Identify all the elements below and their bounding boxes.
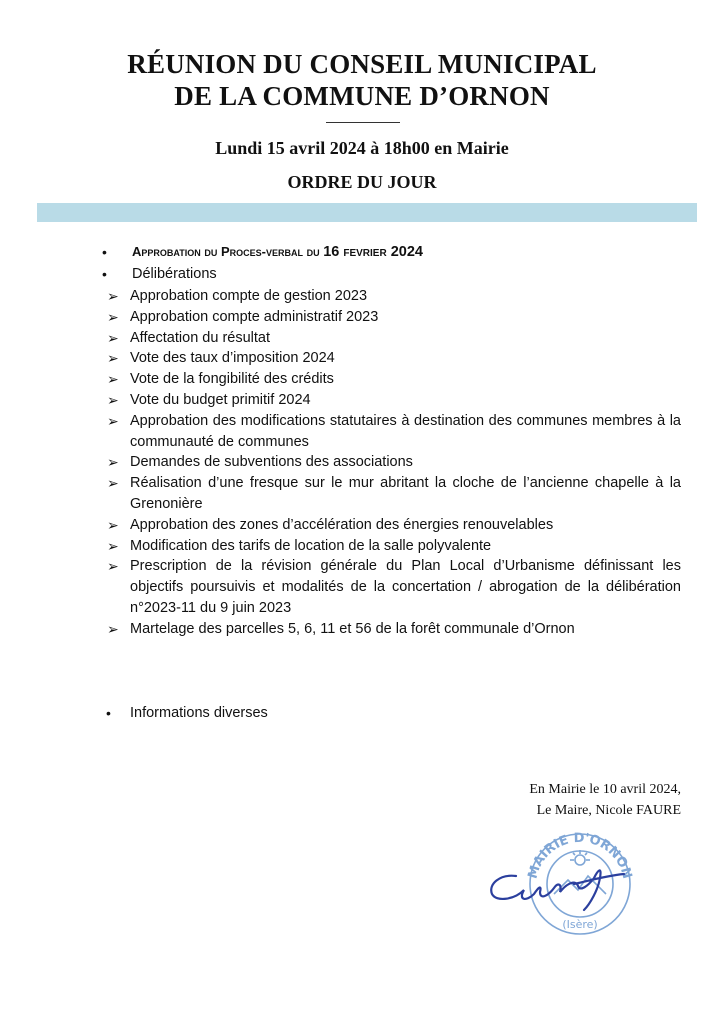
mairie-stamp (484, 824, 654, 936)
agenda-item (105, 390, 681, 411)
agenda-item (105, 452, 681, 473)
agenda-item (105, 473, 681, 515)
title-line-1: RÉUNION DU CONSEIL MUNICIPAL (127, 49, 597, 79)
agenda-item (105, 369, 681, 390)
arrow-bullet-icon: ➢ (107, 620, 119, 637)
bullet-dot-icon: • (102, 266, 107, 282)
arrow-bullet-icon: ➢ (107, 288, 119, 304)
arrow-bullet-icon: ➢ (107, 350, 119, 367)
arrow-bullet-icon: ➢ (107, 537, 119, 554)
meeting-date: Lundi 15 avril 2024 à 18h00 en Mairie (215, 138, 509, 158)
arrow-bullet-icon: ➢ (107, 391, 119, 408)
signature-mayor: Le Maire, Nicole FAURE (536, 803, 681, 818)
agenda-item (105, 619, 681, 640)
arrow-bullet-icon: ➢ (107, 308, 119, 325)
arrow-bullet-icon: ➢ (107, 475, 119, 492)
agenda-item (105, 556, 681, 618)
agenda-item-text: Vote des taux d’imposition 2024 (130, 350, 335, 367)
agenda-item (105, 348, 681, 369)
agenda-item-text: Prescription de la révision générale du Plan Local d’Urbanisme définissant les objectifs poursuivis et modalités de la concertation / abrogation de la délibération n°2023-11 du 9 juin 2023 (130, 558, 681, 616)
agenda-item (105, 515, 681, 536)
agenda-item-text: Approbation compte administratif 2023 (130, 308, 379, 325)
agenda-item (105, 536, 681, 557)
deliberation-list (105, 286, 681, 640)
title-rule (326, 122, 400, 123)
agenda-item-text: Vote du budget primitif 2024 (130, 391, 311, 408)
pv-approval: Approbation du Proces-verbal du 16 fevrier 2024 (132, 244, 423, 260)
agenda-item-text: Approbation des zones d’accélération des énergies renouvelables (130, 516, 554, 533)
agenda-title: ORDRE DU JOUR (287, 172, 437, 192)
arrow-bullet-icon: ➢ (107, 412, 119, 429)
agenda-item (105, 307, 681, 328)
agenda-item (105, 411, 681, 453)
agenda-item-text: Approbation des modifications statutaires à destination des communes membres à la communauté de communes (130, 412, 681, 450)
agenda-item-text: Demandes de subventions des associations (130, 454, 413, 471)
agenda-item-text: Martelage des parcelles 5, 6, 11 et 56 de la forêt communale d’Ornon (130, 620, 575, 637)
informations-label: Informations diverses (130, 705, 268, 721)
arrow-bullet-icon: ➢ (107, 329, 119, 346)
arrow-bullet-icon: ➢ (107, 371, 119, 388)
stamp-ring-text: MAIRIE D'ORNON (525, 830, 635, 881)
title-line-2: DE LA COMMUNE D’ORNON (174, 81, 550, 111)
agenda-item (105, 328, 681, 349)
bullet-dot-icon: • (106, 705, 111, 721)
header-band (37, 203, 697, 222)
deliberations-label: Délibérations (132, 266, 217, 282)
signature-block (529, 779, 681, 821)
agenda-item-text: Affectation du résultat (130, 329, 270, 346)
agenda-item (105, 286, 681, 307)
arrow-bullet-icon: ➢ (107, 516, 119, 533)
agenda-item-text: Approbation compte de gestion 2023 (130, 288, 368, 304)
arrow-bullet-icon: ➢ (107, 454, 119, 471)
bullet-dot-icon: • (102, 244, 107, 260)
agenda-item-text: Réalisation d’une fresque sur le mur abritant la cloche de l’ancienne chapelle à la Grenonière (130, 475, 681, 512)
agenda-item-text: Modification des tarifs de location de la salle polyvalente (130, 537, 492, 554)
arrow-bullet-icon: ➢ (107, 558, 119, 575)
agenda-item-text: Vote de la fongibilité des crédits (130, 371, 334, 388)
signature-place-date: En Mairie le 10 avril 2024, (529, 782, 681, 797)
stamp-bottom-text: (Isère) (562, 918, 598, 931)
